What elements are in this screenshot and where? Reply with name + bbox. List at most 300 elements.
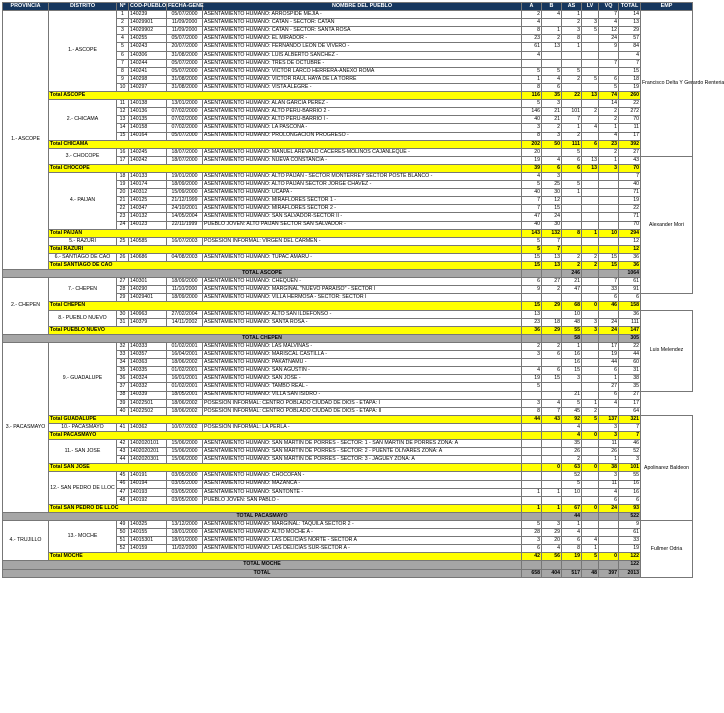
value-t: 7 bbox=[619, 423, 641, 431]
row-number: 36 bbox=[117, 375, 129, 383]
date: 31/08/2000 bbox=[167, 83, 203, 91]
district-total-row bbox=[3, 302, 693, 310]
value-vq: 27 bbox=[599, 383, 619, 391]
value-as bbox=[562, 197, 582, 205]
total-label: Total CHEPEN bbox=[49, 302, 522, 310]
value-lv: 3 bbox=[582, 19, 599, 27]
row-number: 44 bbox=[117, 456, 129, 464]
value-a bbox=[522, 391, 542, 399]
pueblo-name: POSESION INFORMAL: VIRGEN DEL CARMEN - bbox=[203, 237, 522, 245]
value-as: 6 bbox=[562, 537, 582, 545]
date: 31/08/2000 bbox=[167, 51, 203, 59]
table-row bbox=[3, 423, 693, 431]
value-as: 1 bbox=[562, 11, 582, 19]
value-b: 13 bbox=[542, 43, 562, 51]
value-lv bbox=[582, 11, 599, 19]
total-a bbox=[522, 464, 542, 472]
province-total-b bbox=[542, 270, 562, 278]
total-a: 39 bbox=[522, 164, 542, 172]
total-t: 36 bbox=[619, 262, 641, 270]
value-t: 31 bbox=[619, 367, 641, 375]
value-a: 40 bbox=[522, 116, 542, 124]
value-a bbox=[522, 456, 542, 464]
pueblo-name: ASENTAMIENTO HUMANO: ALTO SAN ILDEFONSO - bbox=[203, 310, 522, 318]
table-row bbox=[3, 172, 693, 180]
value-vq bbox=[599, 67, 619, 75]
value-b: 6 bbox=[542, 367, 562, 375]
district-name: 3.- CHOCOPE bbox=[49, 148, 117, 164]
row-number: 15 bbox=[117, 132, 129, 140]
total-a: 15 bbox=[522, 302, 542, 310]
pueblo-code: 140362 bbox=[129, 423, 167, 431]
date: 05/07/2000 bbox=[167, 132, 203, 140]
total-label: Total SAN PEDRO DE LLOC bbox=[49, 504, 522, 512]
value-as: 10 bbox=[562, 310, 582, 318]
pueblo-name: POSESION INFORMAL: CENTRO POBLADO CIUDAD DE DIOS - ETAPA: I bbox=[203, 399, 522, 407]
value-a: 8 bbox=[522, 27, 542, 35]
value-a bbox=[522, 496, 542, 504]
row-number: 47 bbox=[117, 488, 129, 496]
pueblo-name: ASENTAMIENTO HUMANO: CHOCOFAN - bbox=[203, 472, 522, 480]
value-vq: 24 bbox=[599, 35, 619, 43]
value-b: 4 bbox=[542, 11, 562, 19]
date: 05/07/2000 bbox=[167, 59, 203, 67]
total-label: Total CHOCOPE bbox=[49, 164, 522, 172]
value-vq: 5 bbox=[599, 83, 619, 91]
value-lv bbox=[582, 83, 599, 91]
value-lv bbox=[582, 221, 599, 229]
value-as: 3 bbox=[562, 375, 582, 383]
value-a: 8 bbox=[522, 83, 542, 91]
value-b bbox=[542, 294, 562, 302]
value-a: 20 bbox=[522, 148, 542, 156]
value-vq: 14 bbox=[599, 100, 619, 108]
value-a bbox=[522, 440, 542, 448]
value-as bbox=[562, 237, 582, 245]
value-vq: 4 bbox=[599, 19, 619, 27]
value-vq: 4 bbox=[599, 399, 619, 407]
value-a: 15 bbox=[522, 253, 542, 261]
column-header: FECHA-GENE bbox=[168, 2, 204, 9]
district-total-row bbox=[3, 553, 693, 561]
row-number: 26 bbox=[117, 253, 129, 261]
value-t: 61 bbox=[619, 529, 641, 537]
pueblo-code: 140324 bbox=[129, 375, 167, 383]
value-vq: 6 bbox=[599, 75, 619, 83]
value-a: 19 bbox=[522, 156, 542, 164]
grand-total-a: 658 bbox=[522, 569, 542, 577]
date: 18/05/2001 bbox=[167, 391, 203, 399]
value-vq bbox=[599, 197, 619, 205]
total-as: 4 bbox=[562, 431, 582, 439]
province-total-as bbox=[562, 561, 582, 569]
total-vq: 15 bbox=[599, 262, 619, 270]
district-total-row bbox=[3, 164, 693, 172]
value-a: 3 bbox=[522, 399, 542, 407]
district-name: 9.- GUADALUPE bbox=[49, 342, 117, 415]
pueblo-code: 140136 bbox=[129, 108, 167, 116]
date: 14/11/2002 bbox=[167, 318, 203, 326]
pueblo-name: ASENTAMIENTO HUMANO: EL MIRADOR - bbox=[203, 35, 522, 43]
value-as: 2 bbox=[562, 75, 582, 83]
district-total-row bbox=[3, 464, 693, 472]
value-as: 5 bbox=[562, 480, 582, 488]
province-total-vq bbox=[599, 512, 619, 520]
pueblo-name: ASENTAMIENTO HUMANO: CATAN - SECTOR: SANTA ROSA bbox=[203, 27, 522, 35]
pueblo-name: ASENTAMIENTO HUMANO: SAN SALVADOR-SECTOR II - bbox=[203, 213, 522, 221]
value-b: 30 bbox=[542, 189, 562, 197]
total-lv: 13 bbox=[582, 164, 599, 172]
value-vq: 2 bbox=[599, 148, 619, 156]
pueblo-code: 140290 bbox=[129, 286, 167, 294]
row-number: 9 bbox=[117, 75, 129, 83]
province-total-b bbox=[542, 334, 562, 342]
total-vq: 46 bbox=[599, 302, 619, 310]
district-name: 12.- SAN PEDRO DE LLOC bbox=[49, 472, 117, 504]
value-a: 5 bbox=[522, 237, 542, 245]
total-label: Total ASCOPE bbox=[49, 92, 522, 100]
table-row bbox=[3, 253, 693, 261]
pueblo-name: ASENTAMIENTO HUMANO: VILLA HERMOSA - SECTOR: SECTOR I bbox=[203, 294, 522, 302]
row-number: 5 bbox=[117, 43, 129, 51]
value-b: 21 bbox=[542, 116, 562, 124]
value-lv bbox=[582, 383, 599, 391]
column-header: TOTAL bbox=[619, 3, 641, 11]
value-b bbox=[542, 448, 562, 456]
value-t: 36 bbox=[619, 310, 641, 318]
value-t: 71 bbox=[619, 213, 641, 221]
pueblo-name: ASENTAMIENTO HUMANO: SANTA ROSA - bbox=[203, 318, 522, 326]
pueblo-code: 1402020301 bbox=[129, 456, 167, 464]
value-as: 2 bbox=[562, 19, 582, 27]
value-b: 3 bbox=[542, 172, 562, 180]
date: 24/10/2001 bbox=[167, 205, 203, 213]
value-b: 27 bbox=[542, 278, 562, 286]
value-lv bbox=[582, 367, 599, 375]
total-lv bbox=[582, 245, 599, 253]
date: 15/06/2000 bbox=[167, 440, 203, 448]
row-number: 10 bbox=[117, 83, 129, 91]
total-lv: 2 bbox=[582, 262, 599, 270]
value-b: 4 bbox=[542, 399, 562, 407]
value-b bbox=[542, 359, 562, 367]
date: 18/06/2002 bbox=[167, 407, 203, 415]
pueblo-name: ASENTAMIENTO HUMANO: VICTOR RAUL HAYA DE LA TORRE bbox=[203, 75, 522, 83]
value-t: 61 bbox=[619, 278, 641, 286]
district-total-row bbox=[3, 245, 693, 253]
value-vq: 1 bbox=[599, 375, 619, 383]
pueblo-name: ASENTAMIENTO HUMANO: VISTA ALEGRE - bbox=[203, 83, 522, 91]
total-b: 56 bbox=[542, 553, 562, 561]
row-number: 18 bbox=[117, 172, 129, 180]
date: 14/05/2004 bbox=[167, 213, 203, 221]
value-t: 22 bbox=[619, 342, 641, 350]
value-a: 13 bbox=[522, 310, 542, 318]
value-a: 6 bbox=[522, 545, 542, 553]
total-b: 35 bbox=[542, 92, 562, 100]
value-vq bbox=[599, 172, 619, 180]
date: 15/06/2000 bbox=[167, 456, 203, 464]
date: 05/07/2000 bbox=[167, 67, 203, 75]
province-total-lv bbox=[582, 334, 599, 342]
column-header: A bbox=[522, 3, 542, 11]
date: 18/09/2000 bbox=[167, 294, 203, 302]
total-t: 7 bbox=[619, 431, 641, 439]
pueblo-name: ASENTAMIENTO HUMANO: MARGINAL "NUEVO PARAISO" - SECTOR I bbox=[203, 286, 522, 294]
total-vq: 3 bbox=[599, 164, 619, 172]
value-b: 7 bbox=[542, 407, 562, 415]
pueblo-code: 140164 bbox=[129, 132, 167, 140]
value-as bbox=[562, 172, 582, 180]
row-number: 33 bbox=[117, 351, 129, 359]
pueblo-code: 140301 bbox=[129, 278, 167, 286]
value-vq: 17 bbox=[599, 342, 619, 350]
value-t: 272 bbox=[619, 108, 641, 116]
value-lv bbox=[582, 181, 599, 189]
value-lv bbox=[582, 116, 599, 124]
total-label: Total PACASMAYO bbox=[49, 431, 522, 439]
district-name: 1.- ASCOPE bbox=[49, 11, 117, 92]
header-row bbox=[3, 3, 693, 11]
date: 01/02/2001 bbox=[167, 342, 203, 350]
province-total-vq bbox=[599, 270, 619, 278]
value-as: 1 bbox=[562, 124, 582, 132]
value-lv bbox=[582, 521, 599, 529]
value-vq bbox=[599, 537, 619, 545]
province-total-row bbox=[3, 270, 693, 278]
value-b bbox=[542, 19, 562, 27]
total-b: 132 bbox=[542, 229, 562, 237]
row-number: 4 bbox=[117, 35, 129, 43]
date: 07/02/2000 bbox=[167, 108, 203, 116]
value-lv bbox=[582, 351, 599, 359]
row-number: 11 bbox=[117, 100, 129, 108]
date: 15/09/2000 bbox=[167, 189, 203, 197]
value-vq: 4 bbox=[599, 488, 619, 496]
pueblo-code: 140255 bbox=[129, 35, 167, 43]
value-a bbox=[522, 294, 542, 302]
total-lv: 13 bbox=[582, 92, 599, 100]
value-a: 3 bbox=[522, 124, 542, 132]
value-a: 9 bbox=[522, 286, 542, 294]
value-t: 17 bbox=[619, 399, 641, 407]
pueblo-code: 140194 bbox=[129, 480, 167, 488]
pueblo-name: ASENTAMIENTO HUMANO: CHEQUEN - bbox=[203, 278, 522, 286]
emp-name: Apolinarez Baldeon bbox=[641, 415, 693, 520]
pueblo-code: 140686 bbox=[129, 253, 167, 261]
value-lv: 4 bbox=[582, 537, 599, 545]
row-number: 21 bbox=[117, 197, 129, 205]
grand-total-label: TOTAL bbox=[3, 569, 522, 577]
value-lv bbox=[582, 43, 599, 51]
total-as bbox=[562, 245, 582, 253]
column-header: LV bbox=[582, 3, 599, 11]
total-vq: 24 bbox=[599, 504, 619, 512]
value-vq bbox=[599, 189, 619, 197]
total-as: 22 bbox=[562, 92, 582, 100]
district-total-row bbox=[3, 92, 693, 100]
row-number: 30 bbox=[117, 310, 129, 318]
value-lv bbox=[582, 286, 599, 294]
province-total-vq bbox=[599, 561, 619, 569]
total-label: Total MOCHE bbox=[49, 553, 522, 561]
value-b: 18 bbox=[542, 318, 562, 326]
settlements-table bbox=[2, 2, 724, 578]
value-a: 2 bbox=[522, 11, 542, 19]
value-a: 5 bbox=[522, 383, 542, 391]
date: 11/09/2000 bbox=[167, 19, 203, 27]
value-vq: 1 bbox=[599, 456, 619, 464]
value-b bbox=[542, 59, 562, 67]
pueblo-name: ASENTAMIENTO HUMANO: ARROSPIDE MEJIA - bbox=[203, 11, 522, 19]
province-total-label: TOTAL MOCHE bbox=[3, 561, 522, 569]
total-b: 1 bbox=[542, 504, 562, 512]
row-number: 23 bbox=[117, 213, 129, 221]
value-vq: 7 bbox=[599, 59, 619, 67]
value-a: 2 bbox=[522, 342, 542, 350]
emp-name: Francisco Delta Y Gerardo Renteria bbox=[641, 11, 693, 157]
pueblo-code: 140585 bbox=[129, 237, 167, 245]
total-b: 29 bbox=[542, 302, 562, 310]
total-b: 50 bbox=[542, 140, 562, 148]
total-a: 202 bbox=[522, 140, 542, 148]
column-header: PROVINCIA bbox=[3, 3, 49, 11]
value-t: 44 bbox=[619, 351, 641, 359]
table-row bbox=[3, 472, 693, 480]
total-a: 15 bbox=[522, 262, 542, 270]
row-number: 43 bbox=[117, 448, 129, 456]
value-t: 16 bbox=[619, 488, 641, 496]
pueblo-code: 140138 bbox=[129, 100, 167, 108]
value-vq: 2 bbox=[599, 116, 619, 124]
value-lv bbox=[582, 488, 599, 496]
value-as bbox=[562, 205, 582, 213]
value-as bbox=[562, 221, 582, 229]
value-as: 21 bbox=[562, 391, 582, 399]
value-t: 19 bbox=[619, 545, 641, 553]
date: 22/11/1999 bbox=[167, 221, 203, 229]
pueblo-code: 140306 bbox=[129, 51, 167, 59]
value-b: 6 bbox=[542, 351, 562, 359]
pueblo-name: ASENTAMIENTO HUMANO: LA PASCONA - bbox=[203, 124, 522, 132]
pueblo-name: ASENTAMIENTO HUMANO: LAS MALVINAS - bbox=[203, 342, 522, 350]
total-vq: 3 bbox=[599, 431, 619, 439]
pueblo-code: 140123 bbox=[129, 221, 167, 229]
value-vq: 6 bbox=[599, 294, 619, 302]
value-t: 40 bbox=[619, 181, 641, 189]
pueblo-code: 140245 bbox=[129, 148, 167, 156]
value-a: 19 bbox=[522, 375, 542, 383]
value-vq: 33 bbox=[599, 286, 619, 294]
pueblo-code: 140333 bbox=[129, 342, 167, 350]
total-as: 68 bbox=[562, 302, 582, 310]
pueblo-code: 1402020201 bbox=[129, 448, 167, 456]
value-lv bbox=[582, 391, 599, 399]
pueblo-code: 14029902 bbox=[129, 27, 167, 35]
value-b: 4 bbox=[542, 545, 562, 553]
pueblo-code: 140135 bbox=[129, 116, 167, 124]
pueblo-code: 140125 bbox=[129, 197, 167, 205]
province-name: 4.- TRUJILLO bbox=[3, 521, 49, 561]
pueblo-name: ASENTAMIENTO HUMANO: TAMBO REAL - bbox=[203, 383, 522, 391]
date: 18/07/2000 bbox=[167, 156, 203, 164]
value-a: 47 bbox=[522, 213, 542, 221]
total-vq: 38 bbox=[599, 464, 619, 472]
value-t: 70 bbox=[619, 221, 641, 229]
pueblo-code: 140158 bbox=[129, 124, 167, 132]
row-number: 8 bbox=[117, 67, 129, 75]
value-lv bbox=[582, 189, 599, 197]
pueblo-name: ASENTAMIENTO HUMANO: TRES DE OCTUBRE - bbox=[203, 59, 522, 67]
grand-total-row bbox=[3, 569, 693, 577]
district-name: 5.- RAZURI bbox=[49, 237, 117, 245]
pueblo-code: 140133 bbox=[129, 172, 167, 180]
row-number: 50 bbox=[117, 529, 129, 537]
date: 18/06/2002 bbox=[167, 399, 203, 407]
pueblo-code: 14029401 bbox=[129, 294, 167, 302]
value-b bbox=[542, 383, 562, 391]
value-vq bbox=[599, 213, 619, 221]
pueblo-code: 140242 bbox=[129, 156, 167, 164]
value-a: 4 bbox=[522, 172, 542, 180]
row-number: 7 bbox=[117, 59, 129, 67]
total-t: 12 bbox=[619, 245, 641, 253]
value-b: 2 bbox=[542, 342, 562, 350]
row-number: 24 bbox=[117, 221, 129, 229]
value-lv bbox=[582, 472, 599, 480]
value-vq: 24 bbox=[599, 318, 619, 326]
value-t: 111 bbox=[619, 318, 641, 326]
value-t: 7 bbox=[619, 172, 641, 180]
table-row bbox=[3, 342, 693, 350]
value-vq bbox=[599, 521, 619, 529]
date: 19/01/2000 bbox=[167, 172, 203, 180]
pueblo-name: POSESION INFORMAL: CENTRO POBLADO CIUDAD DE DIOS - ETAPA: II bbox=[203, 407, 522, 415]
province-total-as: 246 bbox=[562, 270, 582, 278]
district-name: 10.- PACASMAYO bbox=[49, 423, 117, 431]
province-total-row bbox=[3, 561, 693, 569]
value-as: 5 bbox=[562, 399, 582, 407]
pueblo-name: ASENTAMIENTO HUMANO: SANTONTE - bbox=[203, 488, 522, 496]
value-b: 15 bbox=[542, 375, 562, 383]
date: 21/12/1999 bbox=[167, 197, 203, 205]
row-number: 31 bbox=[117, 318, 129, 326]
value-lv bbox=[582, 359, 599, 367]
value-a: 6 bbox=[522, 278, 542, 286]
pueblo-name: ASENTAMIENTO HUMANO: PAKATNAMU - bbox=[203, 359, 522, 367]
value-a: 28 bbox=[522, 529, 542, 537]
date: 18/09/2000 bbox=[167, 278, 203, 286]
row-number: 13 bbox=[117, 116, 129, 124]
pueblo-name: ASENTAMIENTO HUMANO: MAZANCA - bbox=[203, 480, 522, 488]
value-lv bbox=[582, 342, 599, 350]
value-as: 6 bbox=[562, 156, 582, 164]
pueblo-code: 140243 bbox=[129, 43, 167, 51]
value-as: 1 bbox=[562, 342, 582, 350]
pueblo-code: 140159 bbox=[129, 545, 167, 553]
date: 16/04/2001 bbox=[167, 351, 203, 359]
province-total-row bbox=[3, 512, 693, 520]
date: 07/02/2000 bbox=[167, 116, 203, 124]
pueblo-code: 14022502 bbox=[129, 407, 167, 415]
value-t: 4 bbox=[619, 51, 641, 59]
row-number: 20 bbox=[117, 189, 129, 197]
row-number: 41 bbox=[117, 423, 129, 431]
total-b: 43 bbox=[542, 415, 562, 423]
province-total-a bbox=[522, 512, 542, 520]
value-vq: 11 bbox=[599, 440, 619, 448]
value-a bbox=[522, 448, 542, 456]
